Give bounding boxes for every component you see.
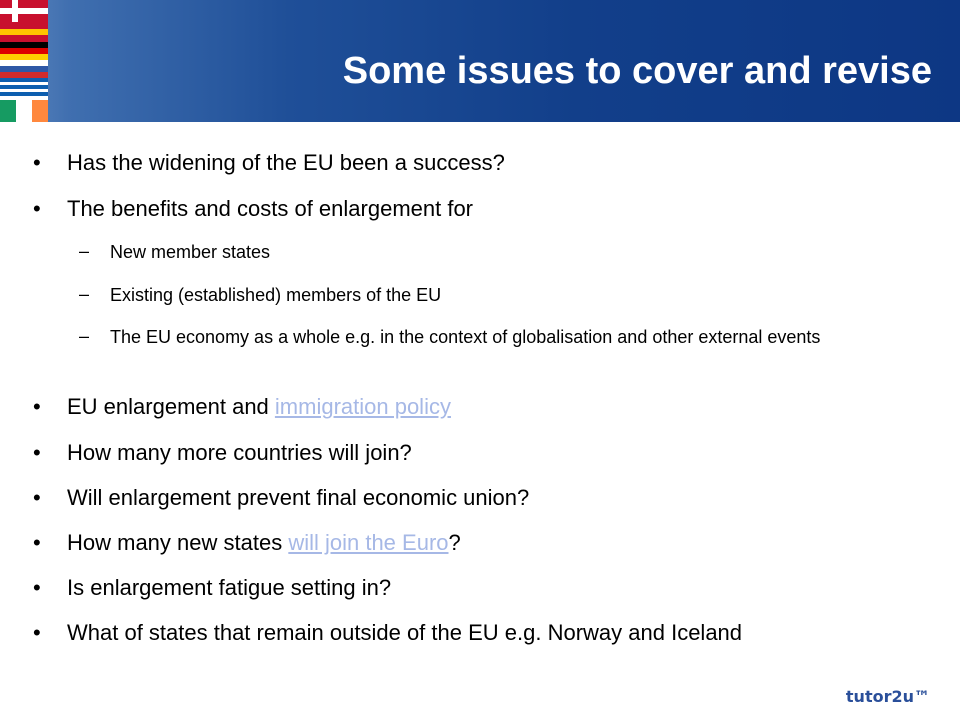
eu-flags-icon xyxy=(0,0,70,122)
dash-icon: – xyxy=(79,241,90,261)
immigration-policy-link[interactable]: immigration policy xyxy=(274,394,451,419)
bullet-icon: • xyxy=(33,485,41,510)
bullet-icon: • xyxy=(33,150,41,175)
dash-icon: – xyxy=(79,326,90,346)
slide-header xyxy=(0,0,960,122)
list-item: • Has the widening of the EU been a success? xyxy=(33,150,505,175)
list-item: • What of states that remain outside of the EU e.g. Norway and Iceland xyxy=(33,620,743,645)
list-item: • Will enlargement prevent final economic union? xyxy=(33,485,530,510)
list-item: • How many new states will join the Euro? xyxy=(33,530,461,555)
brand-logo: tutor2u™ xyxy=(845,687,930,706)
bullet-icon: • xyxy=(33,530,41,555)
bullet-icon: • xyxy=(33,440,41,465)
bullet-icon: • xyxy=(33,394,41,419)
bullet-icon: • xyxy=(33,196,41,221)
list-item: • How many more countries will join? xyxy=(33,440,412,465)
dash-icon: – xyxy=(79,284,90,304)
sub-list-item: – Existing (established) members of the EU xyxy=(79,284,442,305)
will-join-euro-link[interactable]: will join the Euro xyxy=(288,530,449,555)
slide-title: Some issues to cover and revise xyxy=(342,50,932,92)
list-item: • The benefits and costs of enlargement for xyxy=(33,196,474,221)
list-item: • Is enlargement fatigue setting in? xyxy=(33,575,392,600)
list-item: • EU enlargement and immigration policy xyxy=(33,394,451,419)
bullet-icon: • xyxy=(33,575,41,600)
sub-list-item: – The EU economy as a whole e.g. in the context of globalisation and other external events xyxy=(79,326,821,347)
sub-list-item: – New member states xyxy=(79,241,271,262)
bullet-icon: • xyxy=(33,620,41,645)
